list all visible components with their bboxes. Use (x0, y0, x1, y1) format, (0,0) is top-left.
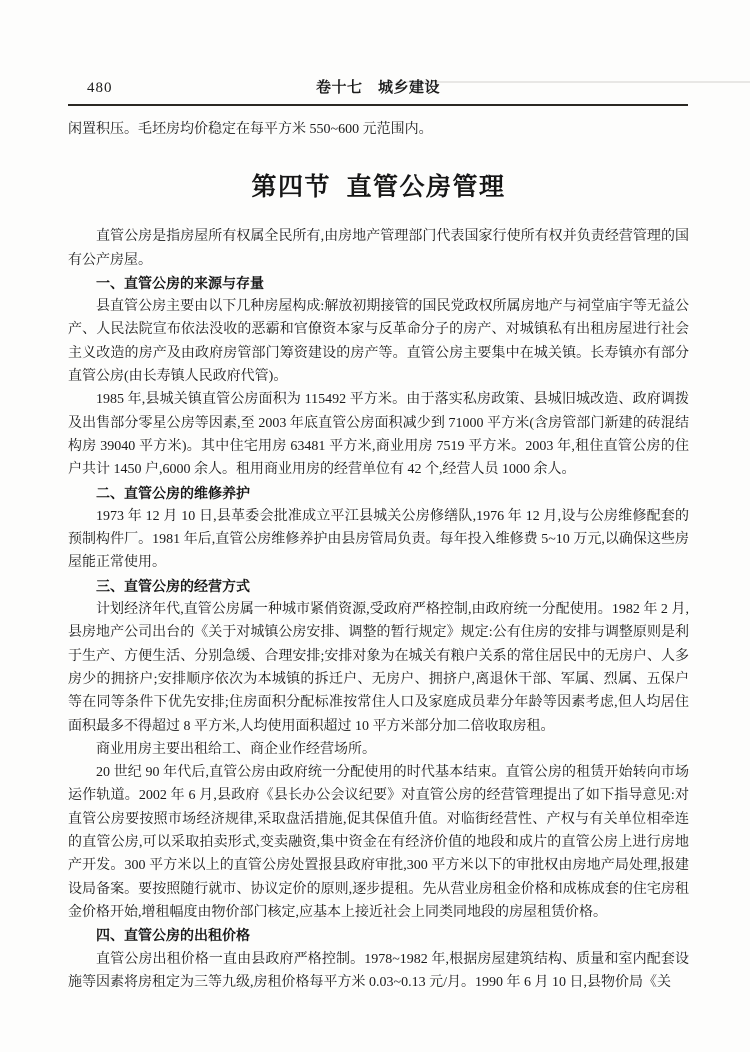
section-title (68, 170, 689, 204)
paragraph: 商业用房主要出租给工、商企业作经营场所。 (96, 741, 376, 757)
section-title-label: 第四节 (251, 173, 331, 202)
paragraph: 计划经济年代,直管公房属一种城市紧俏资源,受政府严格控制,由政府统一分配使用。1982 年 2 月,县房地产公司出台的《关于对城镇公房安排、调整的暂行规定》规定:公有住房的安排与调整原则是利于生产、方便生活、分别急缓、合理安排;安排对象为在城关有粮户关系的常住居民中的无房户、人多房少的拥挤户;安排顺序依次为本城镇的拆迁户、无房户、拥挤户,离退休干部、军属、烈属、五保户等在同等条件下优先安排;住房面积分配标准按常住人口及家庭成员辈分年龄等因素考虑,但人均居住面积最多不得超过 8 平方米,人均使用面积超过 10 平方米部分加二倍收取房租。 (68, 602, 689, 734)
sub-heading-1: 一、直管公房的来源与存量 (96, 274, 264, 291)
paragraph: 直管公房出租价格一直由县政府严格控制。1978~1982 年,根据房屋建筑结构、质量和室内配套设施等因素将房租定为三等九级,房租价格每平方米 0.03~0.13 元/月。1990 年 6 月 10 日,县物价局《关 (68, 951, 689, 990)
paragraph: 1973 年 12 月 10 日,县革委会批准成立平江县城关公房修缮队,1976 年 12 月,设与公房维修配套的预制构件厂。1981 年后,直管公房维修养护由县房管局负责。每年投入维修费 5~10 万元,以确保这些房屋能正常使用。 (68, 508, 689, 571)
page-number: 480 (87, 80, 113, 96)
paragraph: 1985 年,县城关镇直管公房面积为 115492 平方米。由于落实私房政策、县城旧城改造、政府调拨及出售部分零星公房等因素,至 2003 年底直管公房面积减少到 71000 平方米(含房管部门新建的砖混结构房 39040 平方米)。其中住宅用房 63481 平方米,商业用房 7519 平方米。2003 年,租住直管公房的住户共计 1450 户,6000 余人。租用商业用房的经营单位有 42 个,经营人员 1000 余人。 (68, 392, 689, 478)
running-title: 卷十七 城乡建设 (315, 80, 440, 96)
continuation-paragraph: 闲置积压。毛坯房均价稳定在每平方米 550~600 元范围内。 (68, 122, 433, 137)
sub-heading-2: 二、直管公房的维修养护 (96, 484, 250, 501)
sub-heading-3: 三、直管公房的经营方式 (96, 577, 250, 594)
page-header (68, 79, 688, 106)
lead-paragraph: 直管公房是指房屋所有权属全民所有,由房地产管理部门代表国家行使所有权并负责经营管理的国有公产房屋。 (68, 229, 689, 268)
paragraph: 20 世纪 90 年代后,直管公房由政府统一分配使用的时代基本结束。直管公房的租赁开始转向市场运作轨道。2002 年 6 月,县政府《县长办公会议纪要》对直管公房的经营管理提出了如下指导意见:对直管公房要按照市场经济规律,采取盘活措施,促其保值升值。对临街经营性、产权与有关单位相牵连的直管公房,可以采取拍卖形式,变卖融资,集中资金在有经济价值的地段和成片的直管公房上进行房地产开发。300 平方米以上的直管公房处置报县政府审批,300 平方米以下的审批权由房地产局处理,报建设局备案。要按照随行就市、协议定价的原则,逐步提租。先从营业房租金价格和成栋成套的住宅房租金价格开始,增租幅度由物价部门核定,应基本上接近社会上同类同地段的房屋租赁价格。 (68, 765, 689, 920)
page-content (68, 118, 689, 994)
section-title-text: 直管公房管理 (346, 173, 506, 202)
sub-heading-4: 四、直管公房的出租价格 (96, 927, 250, 944)
paragraph: 县直管公房主要由以下几种房屋构成:解放初期接管的国民党政权所属房地产与祠堂庙宇等无益公产、人民法院宣布依法没收的恶霸和官僚资本家与反革命分子的房产、对城镇私有出租房屋进行社会主义改造的房产及由政府房管部门筹资建设的房产等。直管公房主要集中在城关镇。长寿镇亦有部分直管公房(由长寿镇人民政府代管)。 (68, 299, 689, 385)
